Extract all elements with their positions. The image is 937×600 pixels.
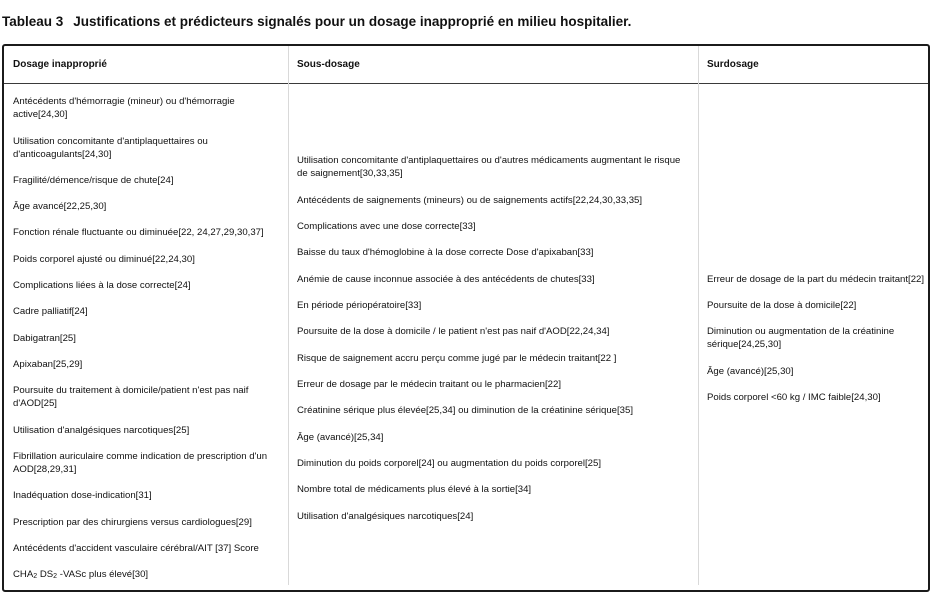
list-item: Risque de saignement accru perçu comme jugé par le médecin traitant[22 ]	[297, 353, 617, 364]
list-item: Nombre total de médicaments plus élevé à la sortie[34]	[297, 484, 532, 495]
table-header-row	[4, 46, 928, 84]
list-item: Complications liées à la dose correcte[24]	[13, 280, 191, 291]
header-sous-dosage: Sous-dosage	[297, 59, 360, 70]
list-item: Fibrillation auriculaire comme indication de prescription d'un AOD[28,29,31]	[13, 451, 268, 475]
list-item: Poids corporel <60 kg / IMC faible[24,30]	[707, 392, 881, 403]
list-item: Prescription par des chirurgiens versus cardiologues[29]	[13, 517, 252, 528]
list-item: Antécédents de saignements (mineurs) ou de saignements actifs[22,24,30,33,35]	[297, 195, 643, 206]
list-item: Cadre palliatif[24]	[13, 306, 88, 317]
table-title	[2, 14, 631, 29]
list-item: Utilisation d'analgésiques narcotiques[24]	[297, 511, 474, 522]
list-item: Inadéquation dose-indication[31]	[13, 490, 152, 501]
list-item: Erreur de dosage par le médecin traitant ou le pharmacien[22]	[297, 379, 561, 390]
list-item: En période périopératoire[33]	[297, 300, 422, 311]
header-surdosage: Surdosage	[707, 59, 759, 70]
list-item: Utilisation concomitante d'antiplaquettaires ou d'anticoagulants[24,30]	[13, 136, 208, 160]
list-item: Âge (avancé)[25,30]	[707, 366, 794, 377]
list-item: Âge avancé[22,25,30]	[13, 201, 107, 212]
list-item: Utilisation d'analgésiques narcotiques[25]	[13, 425, 190, 436]
list-item: Antécédents d'accident vasculaire cérébral/AIT [37] Score	[13, 543, 259, 554]
list-item: Diminution du poids corporel[24] ou augmentation du poids corporel[25]	[297, 458, 601, 469]
list-item: Anémie de cause inconnue associée à des antécédents de chutes[33]	[297, 274, 595, 285]
header-dosage-inapproprie: Dosage inapproprié	[13, 59, 107, 70]
list-item: Complications avec une dose correcte[33]	[297, 221, 476, 232]
table-caption: Justifications et prédicteurs signalés pour un dosage inapproprié en milieu hospitalier.	[73, 14, 632, 29]
column-divider	[288, 46, 289, 585]
list-item: Utilisation concomitante d'antiplaquettaires ou d'autres médicaments augmentant le risque de saignement[30,33,35]	[297, 155, 681, 179]
list-item-cha2ds2-vasc: $CHA_2$ $DS_2$ -VASc plus élevé[30]	[13, 569, 149, 580]
list-item: Diminution ou augmentation de la créatinine sérique[24,25,30]	[707, 326, 895, 350]
list-item: Poursuite du traitement à domicile/patient n'est pas naif d'AOD[25]	[13, 385, 249, 409]
list-item: Dabigatran[25]	[13, 333, 76, 344]
list-item: Poursuite de la dose à domicile[22]	[707, 300, 857, 311]
table-number: Tableau 3	[2, 14, 64, 29]
list-item: Poursuite de la dose à domicile / le patient n'est pas naif d'AOD[22,24,34]	[297, 326, 610, 337]
list-item: Créatinine sérique plus élevée[25,34] ou diminution de la créatinine sérique[35]	[297, 405, 633, 416]
justifications-table	[2, 44, 930, 592]
list-item: Poids corporel ajusté ou diminué[22,24,30]	[13, 254, 195, 265]
list-item: Fonction rénale fluctuante ou diminuée[22, 24,27,29,30,37]	[13, 227, 264, 238]
list-item: Fragilité/démence/risque de chute[24]	[13, 175, 174, 186]
column-divider	[698, 46, 699, 585]
list-item: Apixaban[25,29]	[13, 359, 83, 370]
list-item: Antécédents d'hémorragie (mineur) ou d'hémorragie active[24,30]	[13, 96, 235, 120]
list-item: Baisse du taux d'hémoglobine à la dose correcte Dose d'apixaban[33]	[297, 247, 594, 258]
list-item: Erreur de dosage de la part du médecin traitant[22]	[707, 274, 925, 285]
list-item: Âge (avancé)[25,34]	[297, 432, 384, 443]
